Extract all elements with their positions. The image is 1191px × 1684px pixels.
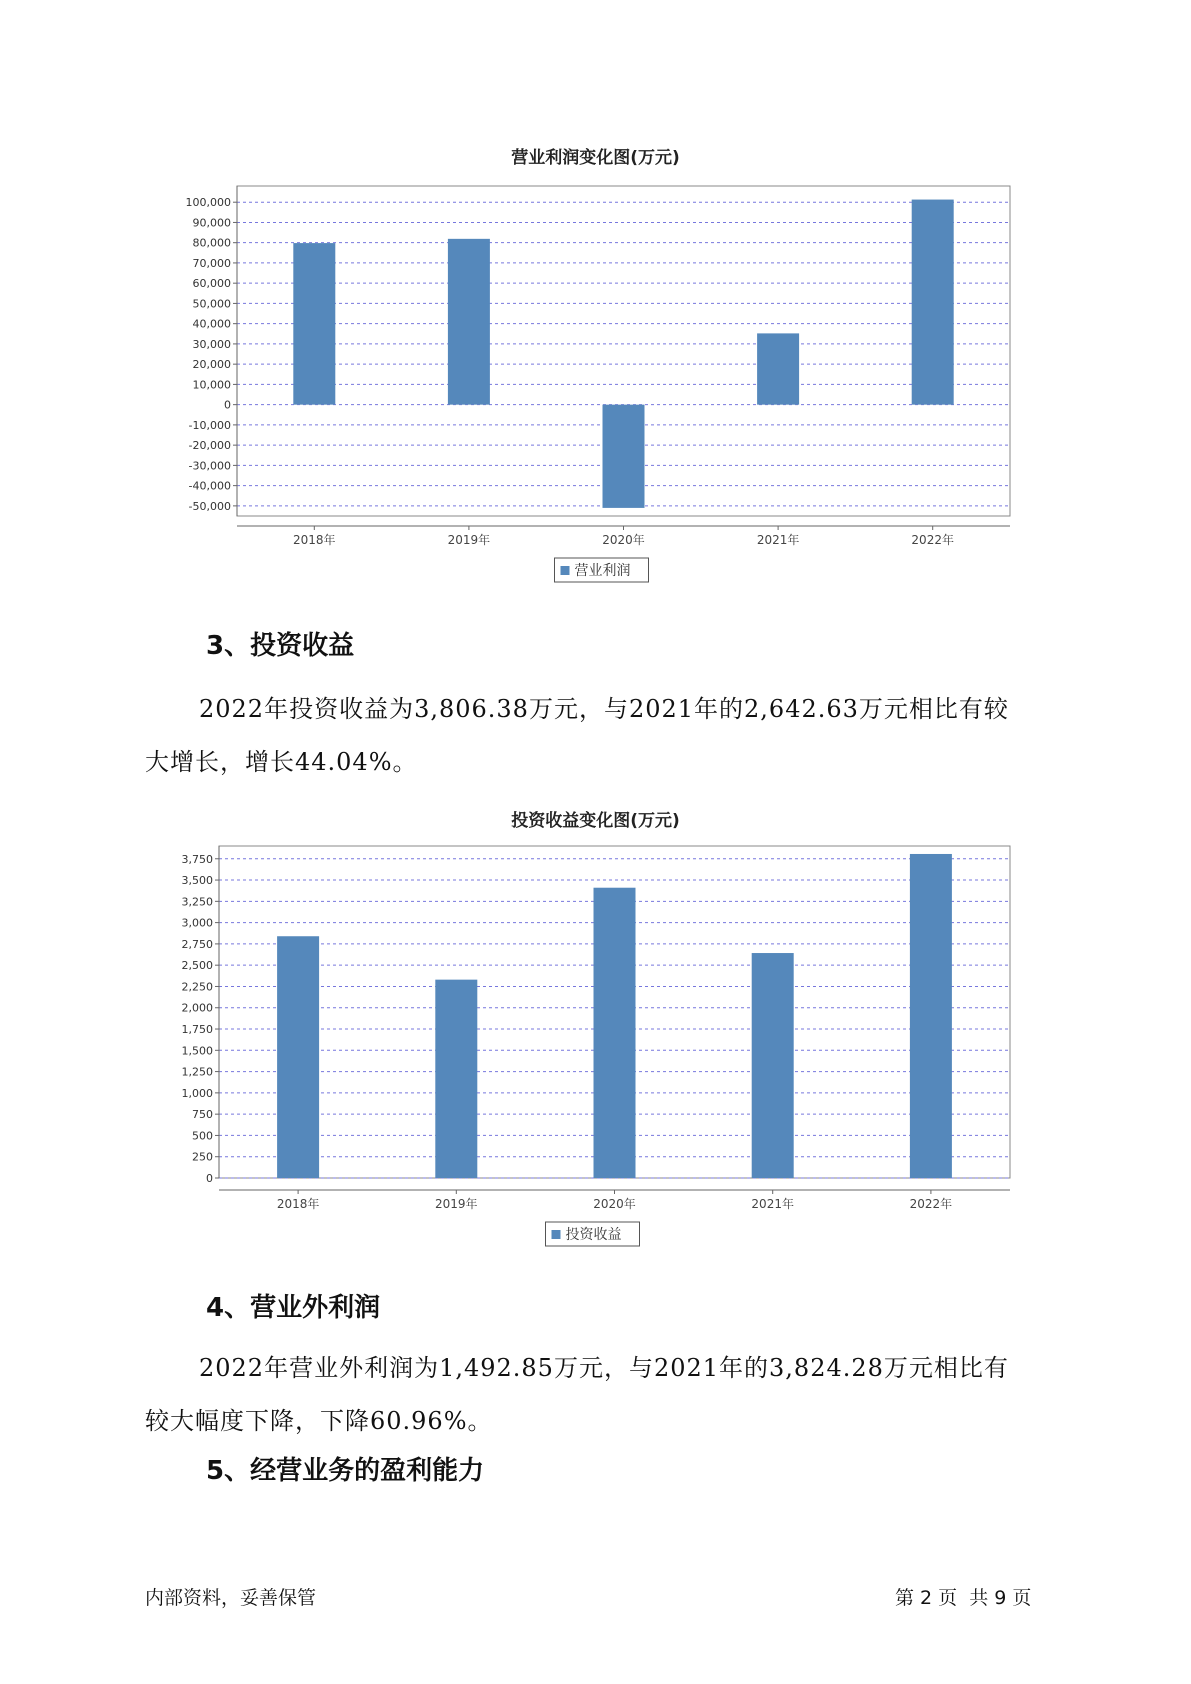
chart2-title: 投资收益变化图(万元) bbox=[511, 811, 680, 831]
x-tick-label: 2022年 bbox=[911, 533, 954, 547]
section-5-heading: 5、经营业务的盈利能力 bbox=[206, 1456, 485, 1486]
y-tick-label: -20,000 bbox=[188, 439, 231, 453]
y-tick-label: -50,000 bbox=[188, 499, 231, 513]
y-tick-label: 3,250 bbox=[181, 895, 213, 909]
section-4-line-2: 较大幅度下降，下降60.96%。 bbox=[145, 1407, 493, 1435]
x-tick-label: 2020年 bbox=[602, 533, 645, 547]
y-tick-label: 3,500 bbox=[181, 874, 213, 888]
x-tick-label: 2018年 bbox=[293, 533, 336, 547]
bar-2022年 bbox=[910, 854, 952, 1178]
y-tick-label: 10,000 bbox=[192, 378, 231, 392]
footer-page-number: 第 2 页 共 9 页 bbox=[895, 1587, 1032, 1609]
y-tick-label: 1,750 bbox=[181, 1023, 213, 1037]
y-tick-label: 90,000 bbox=[192, 216, 231, 230]
bar-2021年 bbox=[757, 333, 799, 404]
legend-label: 营业利润 bbox=[574, 563, 631, 579]
x-tick-label: 2021年 bbox=[751, 1197, 794, 1211]
y-tick-label: 750 bbox=[192, 1108, 213, 1122]
y-tick-label: 2,250 bbox=[181, 980, 213, 994]
y-tick-label: 250 bbox=[192, 1150, 213, 1164]
x-tick-label: 2020年 bbox=[593, 1197, 636, 1211]
bar-2021年 bbox=[752, 953, 794, 1178]
bar-2020年 bbox=[594, 888, 636, 1178]
y-tick-label: 500 bbox=[192, 1129, 213, 1143]
y-tick-label: 3,000 bbox=[181, 916, 213, 930]
chart1-title: 营业利润变化图(万元) bbox=[511, 148, 680, 168]
y-tick-label: 1,250 bbox=[181, 1065, 213, 1079]
section-3-heading: 3、投资收益 bbox=[206, 631, 355, 661]
x-tick-label: 2019年 bbox=[435, 1197, 478, 1211]
y-tick-label: 0 bbox=[224, 398, 231, 412]
y-tick-label: 2,000 bbox=[181, 1001, 213, 1015]
y-tick-label: 1,500 bbox=[181, 1044, 213, 1058]
bar-2019年 bbox=[448, 239, 490, 405]
y-tick-label: -10,000 bbox=[188, 418, 231, 432]
bar-2018年 bbox=[277, 936, 319, 1178]
bar-2018年 bbox=[293, 243, 335, 405]
y-tick-label: 40,000 bbox=[192, 317, 231, 331]
x-tick-label: 2019年 bbox=[447, 533, 491, 547]
y-tick-label: 80,000 bbox=[192, 236, 231, 250]
y-tick-label: -40,000 bbox=[188, 479, 231, 493]
investment-income-chart bbox=[0, 840, 1191, 1260]
section-4-line-1: 2022年营业外利润为1,492.85万元，与2021年的3,824.28万元相比有 bbox=[199, 1354, 1009, 1382]
y-tick-label: 1,000 bbox=[181, 1086, 213, 1100]
legend-label: 投资收益 bbox=[565, 1227, 622, 1243]
y-tick-label: 60,000 bbox=[192, 277, 231, 291]
section-3-line-2: 大增长，增长44.04%。 bbox=[145, 748, 418, 776]
legend-swatch bbox=[561, 566, 570, 575]
section-3-line-1: 2022年投资收益为3,806.38万元，与2021年的2,642.63万元相比有较 bbox=[199, 695, 1009, 723]
bar-2022年 bbox=[912, 200, 954, 405]
legend-swatch bbox=[552, 1230, 561, 1239]
y-tick-label: -30,000 bbox=[188, 459, 231, 473]
bar-2020年 bbox=[603, 405, 645, 508]
footer-confidential-note: 内部资料，妥善保管 bbox=[145, 1587, 317, 1609]
x-tick-label: 2021年 bbox=[756, 533, 800, 547]
y-tick-label: 2,500 bbox=[181, 959, 213, 973]
section-4-heading: 4、营业外利润 bbox=[206, 1293, 381, 1323]
y-tick-label: 70,000 bbox=[192, 256, 231, 270]
y-tick-label: 3,750 bbox=[181, 852, 213, 866]
y-tick-label: 2,750 bbox=[181, 937, 213, 951]
section-4-paragraph bbox=[145, 1342, 1050, 1448]
y-tick-label: 20,000 bbox=[192, 358, 231, 372]
x-tick-label: 2022年 bbox=[909, 1197, 953, 1211]
y-tick-label: 30,000 bbox=[192, 337, 231, 351]
bar-2019年 bbox=[435, 980, 477, 1178]
y-tick-label: 50,000 bbox=[192, 297, 231, 311]
y-tick-label: 100,000 bbox=[185, 196, 231, 210]
y-tick-label: 0 bbox=[206, 1172, 213, 1185]
x-tick-label: 2018年 bbox=[276, 1197, 320, 1211]
section-3-paragraph bbox=[145, 683, 1050, 789]
operating-profit-chart bbox=[0, 180, 1191, 640]
